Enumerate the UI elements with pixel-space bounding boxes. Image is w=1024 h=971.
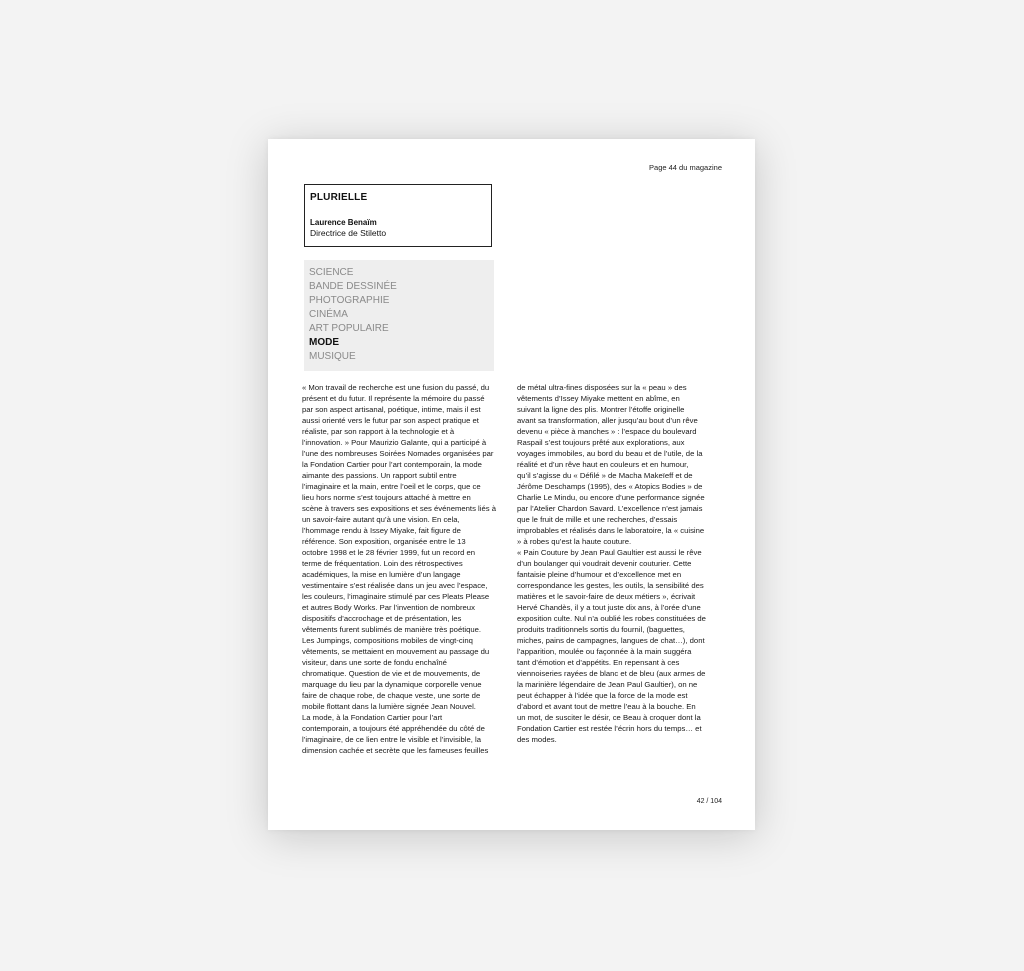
category-item-bande-dessinee[interactable]: BANDE DESSINÉE bbox=[309, 281, 397, 292]
category-item-art-populaire[interactable]: ART POPULAIRE bbox=[309, 323, 389, 334]
category-item-mode[interactable]: MODE bbox=[309, 337, 339, 348]
category-item-photographie[interactable]: PHOTOGRAPHIE bbox=[309, 295, 390, 306]
category-list bbox=[304, 260, 494, 371]
category-item-science[interactable]: SCIENCE bbox=[309, 267, 354, 278]
category-item-cinema[interactable]: CINÉMA bbox=[309, 309, 348, 320]
document-page bbox=[268, 139, 755, 830]
article-column-left: « Mon travail de recherche est une fusion du passé, du présent et du futur. Il représente la mémoire du passé par son aspect artisanal, poétique, intime, mais il est aussi orienté vers le futur par son aspect pratique et réaliste, par son rapport à la technologie et à l’innovation. » Pour Maurizio Galante, qui a participé à l’une des nombreuses Soirées Nomades organisées par la Fondation Cartier pour l’art contemporain, la mode aimante des passions. Un rapport subtil entre l’imaginaire et la main, entre l’oeil et le corps, que ce lieu hors norme s’est toujours attaché à mettre en scène à travers ses expositions et ses événements liés à un savoir-faire autant qu’à une vision. En cela, l’hommage rendu à Issey Miyake, fait figure de référence. Son exposition, organisée entre le 13 octobre 1998 et le 28 février 1999, fut un record en terme de fréquentation. Loin des rétrospectives académiques, la mise en lumière d’un langage vestimentaire s’est réalisée dans un jeu avec l’espace, les couleurs, l’imaginaire stimulé par ces Pleats Please et autres Body Works. Par l’invention de nombreux dispositifs d’accrochage et de présentation, les vêtements furent sublimés de manière très poétique. Les Jumpings, compositions mobiles de vingt-cinq vêtements, se mettaient en mouvement au passage du visiteur, dans une sorte de fondu enchaîné chromatique. Question de vie et de mouvements, de marquage du lieu par la dynamique corporelle venue faire de chaque robe, de chaque veste, une sorte de mobile flottant dans la lumière signée Jean Nouvel. La mode, à la Fondation Cartier pour l’art contemporain, a toujours été appréhendée du côté de l’imaginaire, de ce lien entre le visible et l’invisible, la dimension cachée et secrète que les fameuses feuilles bbox=[302, 383, 496, 755]
page-number: 42 / 104 bbox=[696, 798, 722, 805]
category-item-musique[interactable]: MUSIQUE bbox=[309, 351, 356, 362]
article-column-right: de métal ultra-fines disposées sur la « peau » des vêtements d’Issey Miyake mettent en abîme, en suivant la ligne des plis. Montrer l’étoffe originelle avant sa transformation, aller jusqu’au bout d’un rêve devenu « pièce à manches » : l’espace du boulevard Raspail s’est toujours prêté aux explorations, aux voyages immobiles, au bord du beau et de l’utile, de la réalité et d’un rêve haut en couleurs et en humour, qu’il s’agisse du « Défilé » de Macha Makeïeff et de Jérôme Deschamps (1995), des « Atopics Bodies » de Charlie Le Mindu, ou encore d’une performance signée par l’Atelier Chardon Savard. L’excellence n’est jamais que le fruit de mille et une recherches, d’essais improbables et réalisés dans le laboratoire, la « cuisine » à robes qu’est la haute couture. « Pain Couture by Jean Paul Gaultier est aussi le rêve d’un boulanger qui voudrait devenir couturier. Cette fantaisie pleine d’humour et d’excellence met en correspondance les gestes, les outils, la sensibilité des matières et le savoir-faire de deux métiers », écrivait Hervé Chandès, il y a tout juste dix ans, à l’orée d’une exposition culte. Nul n’a oublié les robes constituées de produits traditionnels sortis du fournil, (baguettes, miches, pains de campagnes, langues de chat…), dont l’apparition, moulée ou façonnée à la main suggéra tant d’émotion et d’appétits. En repensant à ces viennoiseries rayées de blanc et de bleu (aux armes de la marinière légendaire de Jean Paul Gaultier), on ne peut échapper à l’idée que la force de la mode est d’abord et avant tout de mettre l’eau à la bouche. En un mot, de susciter le désir, ce Beau à croquer dont la Fondation Cartier est restée l’écrin hors du temps… et des modes. bbox=[517, 383, 706, 744]
page-header: Page 44 du magazine bbox=[649, 163, 722, 172]
title-box bbox=[304, 184, 492, 247]
author-role: Directrice de Stiletto bbox=[310, 228, 387, 238]
article-title: PLURIELLE bbox=[310, 192, 368, 203]
author-name: Laurence Benaïm bbox=[310, 218, 377, 227]
